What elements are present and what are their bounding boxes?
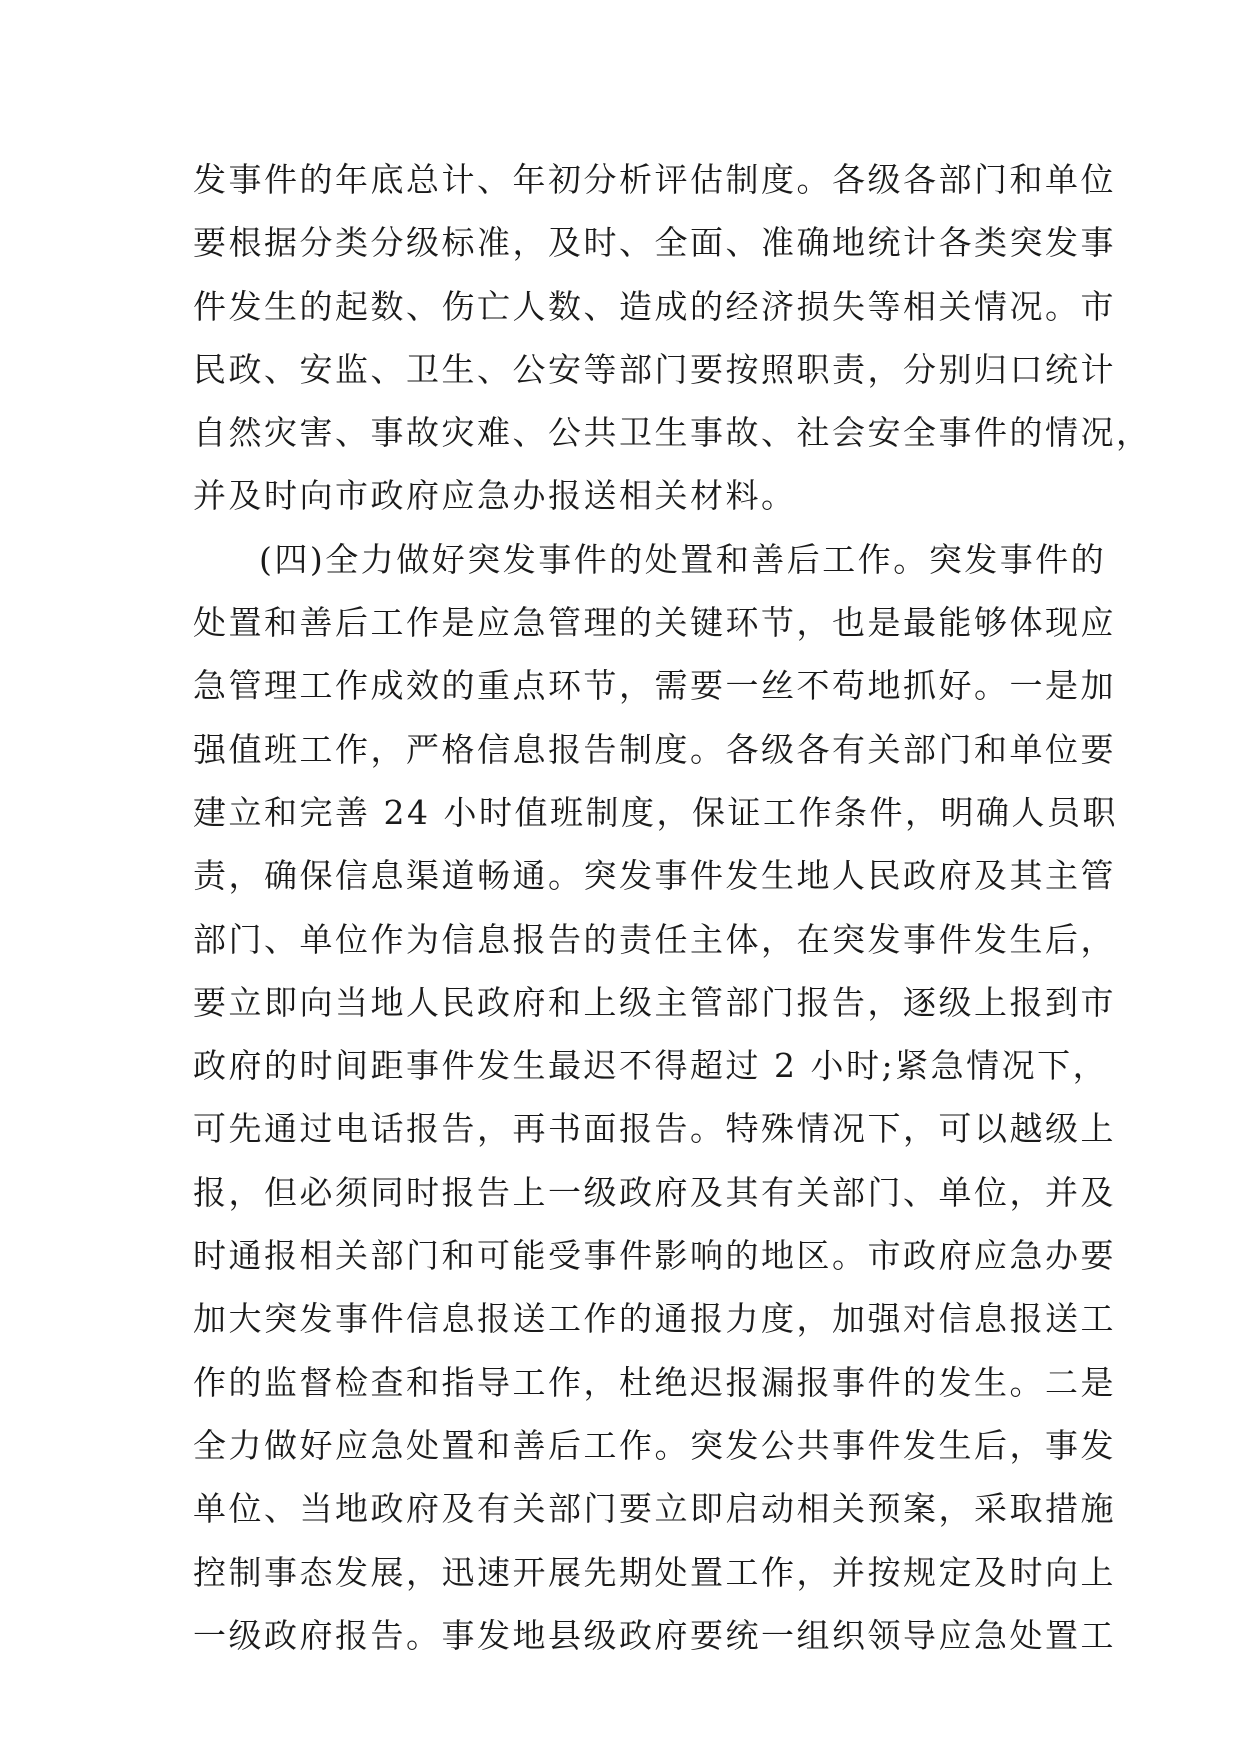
text-line: 政府的时间距事件发生最迟不得超过 2 小时;紧急情况下， bbox=[193, 1046, 1109, 1086]
text-line: 处置和善后工作是应急管理的关键环节，也是最能够体现应 bbox=[193, 603, 1116, 643]
text-line: 时通报相关部门和可能受事件影响的地区。市政府应急办要 bbox=[193, 1236, 1116, 1276]
text-line: 可先通过电话报告，再书面报告。特殊情况下，可以越级上 bbox=[193, 1109, 1116, 1149]
text-line: 民政、安监、卫生、公安等部门要按照职责，分别归口统计 bbox=[193, 349, 1116, 389]
text-line: 单位、当地政府及有关部门要立即启动相关预案，采取措施 bbox=[193, 1489, 1116, 1529]
section-heading-line: (四)全力做好突发事件的处置和善后工作。突发事件的 bbox=[259, 539, 1107, 579]
text-line: 加大突发事件信息报送工作的通报力度，加强对信息报送工 bbox=[193, 1299, 1116, 1339]
text-line: 全力做好应急处置和善后工作。突发公共事件发生后，事发 bbox=[193, 1425, 1116, 1465]
text-line: 急管理工作成效的重点环节，需要一丝不苟地抓好。一是加 bbox=[193, 666, 1116, 706]
text-line: 一级政府报告。事发地县级政府要统一组织领导应急处置工 bbox=[193, 1615, 1116, 1655]
text-line: 并及时向市政府应急办报送相关材料。 bbox=[193, 476, 797, 516]
text-line: 责，确保信息渠道畅通。突发事件发生地人民政府及其主管 bbox=[193, 856, 1116, 896]
text-line: 作的监督检查和指导工作，杜绝迟报漏报事件的发生。二是 bbox=[193, 1362, 1116, 1402]
text-line: 强值班工作，严格信息报告制度。各级各有关部门和单位要 bbox=[193, 729, 1116, 769]
text-line: 控制事态发展，迅速开展先期处置工作，并按规定及时向上 bbox=[193, 1552, 1116, 1592]
text-line: 部门、单位作为信息报告的责任主体，在突发事件发生后， bbox=[193, 919, 1116, 959]
body-text bbox=[193, 160, 1152, 1679]
text-line: 要立即向当地人民政府和上级主管部门报告，逐级上报到市 bbox=[193, 982, 1116, 1022]
text-line: 件发生的起数、伤亡人数、造成的经济损失等相关情况。市 bbox=[193, 286, 1116, 326]
text-line: 发事件的年底总计、年初分析评估制度。各级各部门和单位 bbox=[193, 160, 1116, 199]
text-line: 建立和完善 24 小时值班制度，保证工作条件，明确人员职 bbox=[193, 792, 1118, 832]
text-line: 要根据分类分级标准，及时、全面、准确地统计各类突发事 bbox=[193, 223, 1116, 263]
text-line: 报，但必须同时报告上一级政府及其有关部门、单位，并及 bbox=[193, 1172, 1116, 1212]
text-line: 自然灾害、事故灾难、公共卫生事故、社会安全事件的情况， bbox=[193, 413, 1152, 453]
